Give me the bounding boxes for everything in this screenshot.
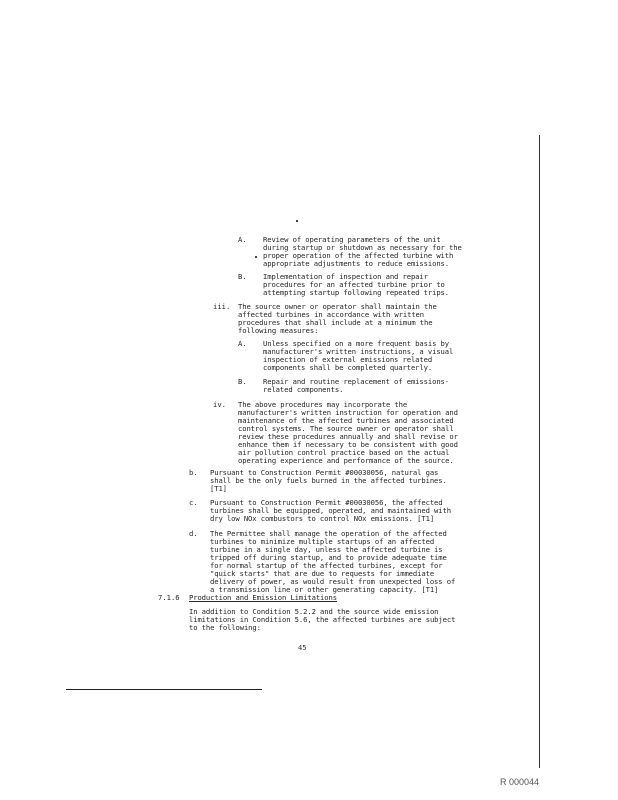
item-label: b. <box>189 468 198 477</box>
page-number: 45 <box>298 644 307 652</box>
paragraph-line: for normal startup of the affected turbines, except for <box>210 561 443 570</box>
paragraph-line: Implementation of inspection and repair <box>263 272 428 281</box>
item-label: B. <box>238 272 247 281</box>
paragraph-line: to the following: <box>189 623 261 632</box>
paragraph-line: attempting startup following repeated trips. <box>263 288 449 297</box>
paragraph-line: shall be the only fuels burned in the affected turbines. <box>210 476 447 485</box>
paragraph-line: inspection of external emissions related <box>263 355 433 364</box>
paragraph-line: "quick starts" that are due to requests for immediate <box>210 569 435 578</box>
paragraph-line: related components. <box>263 385 344 394</box>
paragraph-line: affected turbines in accordance with written <box>238 310 424 319</box>
paragraph-line: dry low NOx combustors to control NOx emissions. [T1] <box>210 514 435 523</box>
paragraph-line: The source owner or operator shall maintain the <box>238 302 437 311</box>
paragraph-line: a transmission line or other generating capacity. [T1] <box>210 585 439 594</box>
item-label: A. <box>238 339 247 348</box>
paragraph-line: The above procedures may incorporate the <box>238 400 408 409</box>
paragraph-line: The Permittee shall manage the operation of the affected <box>210 529 447 538</box>
paragraph-line: control systems. The source owner or operator shall <box>238 424 454 433</box>
paragraph-line: review these procedures annually and shall revise or <box>238 432 458 441</box>
paragraph-line: proper operation of the affected turbine with <box>263 251 454 260</box>
paragraph-line: turbines shall be equipped, operated, and maintained with <box>210 506 451 515</box>
item-label: A. <box>238 235 247 244</box>
paragraph-line: during startup or shutdown as necessary for the <box>263 243 462 252</box>
paragraph-line: turbines to minimize multiple startups of an affected <box>210 537 435 546</box>
paragraph-line: procedures for an affected turbine prior to <box>263 280 445 289</box>
paragraph-line: tripped off during startup, and to provide adequate time <box>210 553 447 562</box>
section-number: 7.1.6 <box>158 593 180 602</box>
paragraph-line: Pursuant to Construction Permit #00030056, natural gas <box>210 468 439 477</box>
paragraph-line: limitations in Condition 5.6, the affected turbines are subject <box>189 615 456 624</box>
paragraph-line: components shall be completed quarterly. <box>263 363 433 372</box>
paragraph-line: enhance them if necessary to be consistent with good <box>238 440 458 449</box>
bates-stamp: R 000044 <box>500 777 540 787</box>
footer-rule <box>66 689 262 690</box>
scan-mark <box>255 256 257 258</box>
paragraph-line: Review of operating parameters of the unit <box>263 235 441 244</box>
paragraph-line: Repair and routine replacement of emissions- <box>263 377 449 386</box>
paragraph-line: turbine in a single day, unless the affected turbine is <box>210 545 443 554</box>
paragraph-line: manufacturer's written instruction for operation and <box>238 408 458 417</box>
section-title: Production and Emission Limitations <box>189 593 337 602</box>
paragraph-line: delivery of power, as would result from unexpected loss of <box>210 577 456 586</box>
paragraph-line: appropriate adjustments to reduce emissions. <box>263 259 449 268</box>
paragraph-line: operating experience and performance of the source. <box>238 456 454 465</box>
item-label: iii. <box>213 302 231 311</box>
item-label: c. <box>189 498 198 507</box>
paragraph-line: Unless specified on a more frequent basis by <box>263 339 449 348</box>
paragraph-line: procedures that shall include at a minimum the <box>238 318 433 327</box>
paragraph-line: manufacturer's written instructions, a visual <box>263 347 454 356</box>
paragraph-line: air pollution control practice based on the actual <box>238 448 450 457</box>
margin-rule-vertical <box>539 135 540 768</box>
paragraph-line: [T1] <box>210 484 227 493</box>
paragraph-line: Pursuant to Construction Permit #00030056, the affected <box>210 498 443 507</box>
paragraph-line: maintenance of the affected turbines and associated <box>238 416 454 425</box>
paragraph-line: following measures: <box>238 326 319 335</box>
item-label: B. <box>238 377 247 386</box>
item-label: d. <box>189 529 198 538</box>
paragraph-line: In addition to Condition 5.2.2 and the source wide emission <box>189 607 439 616</box>
item-label: iv. <box>213 400 226 409</box>
scan-mark <box>296 220 298 222</box>
